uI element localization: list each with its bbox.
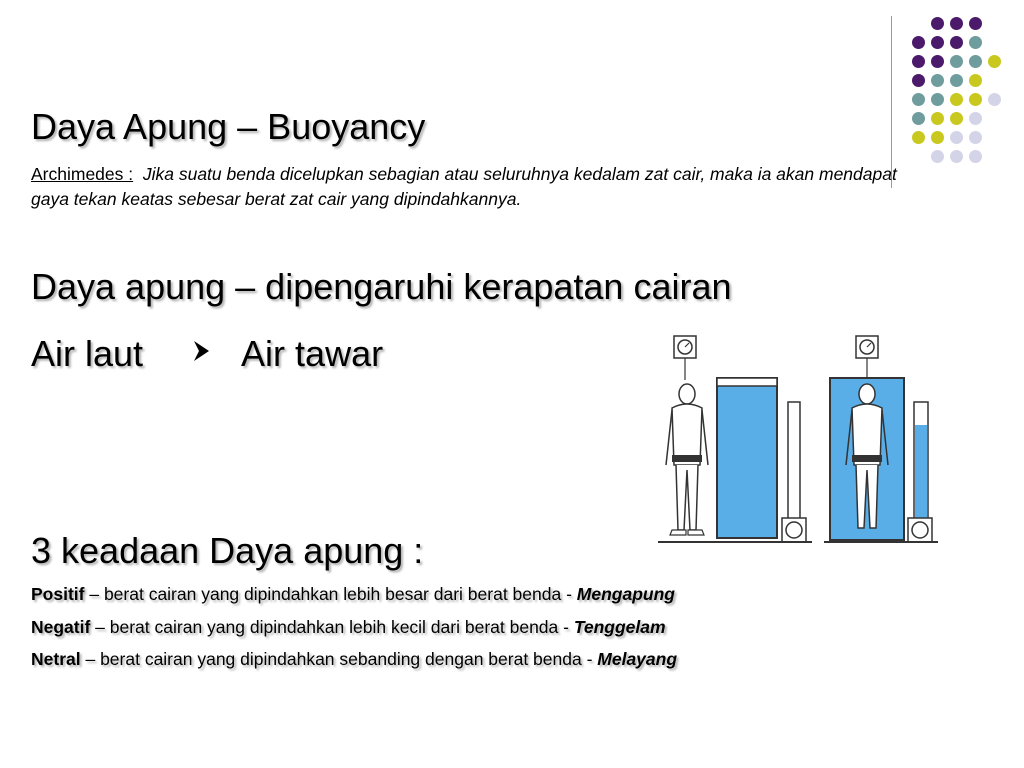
state-term: Negatif bbox=[31, 617, 91, 637]
decorative-dot bbox=[969, 74, 982, 87]
decorative-dot bbox=[931, 17, 944, 30]
decorative-dot bbox=[912, 36, 925, 49]
decorative-dot bbox=[912, 131, 925, 144]
decorative-dot bbox=[950, 17, 963, 30]
diver-tank-illustration bbox=[652, 330, 942, 548]
decorative-dot bbox=[969, 55, 982, 68]
decorative-dot bbox=[950, 55, 963, 68]
decorative-dot bbox=[969, 112, 982, 125]
state-result: Mengapung bbox=[576, 584, 675, 604]
decorative-dot bbox=[988, 55, 1001, 68]
density-subheading: Daya apung – dipengaruhi kerapatan cairan bbox=[31, 266, 732, 307]
fresh-water-label: Air tawar bbox=[241, 333, 384, 374]
decorative-dot bbox=[931, 36, 944, 49]
decorative-dot bbox=[969, 17, 982, 30]
decorative-dot bbox=[950, 150, 963, 163]
slide-title: Daya Apung – Buoyancy bbox=[31, 106, 426, 147]
decorative-dot bbox=[969, 93, 982, 106]
state-term: Positif bbox=[31, 584, 85, 604]
state-result: Melayang bbox=[597, 649, 678, 669]
states-subheading: 3 keadaan Daya apung : bbox=[31, 530, 424, 571]
water-comparison bbox=[31, 333, 383, 375]
right-diver-scene bbox=[824, 336, 938, 542]
sea-water-label: Air laut bbox=[31, 333, 144, 374]
decorative-dot bbox=[931, 74, 944, 87]
decorative-dot bbox=[969, 36, 982, 49]
decorative-dot bbox=[950, 131, 963, 144]
decorative-dot bbox=[912, 112, 925, 125]
decorative-dot bbox=[931, 93, 944, 106]
state-result: Tenggelam bbox=[573, 617, 666, 637]
decorative-dot bbox=[912, 55, 925, 68]
state-negative bbox=[31, 617, 666, 638]
left-diver-scene bbox=[658, 336, 812, 542]
decorative-dot bbox=[969, 131, 982, 144]
decorative-dot bbox=[931, 55, 944, 68]
archimedes-paragraph bbox=[31, 162, 931, 212]
state-neutral bbox=[31, 649, 677, 670]
decorative-dot bbox=[912, 74, 925, 87]
decorative-dot bbox=[969, 150, 982, 163]
chevron-right-icon bbox=[191, 337, 211, 371]
state-desc: – berat cairan yang dipindahkan lebih besar dari berat benda - bbox=[84, 584, 577, 604]
decorative-dot bbox=[950, 112, 963, 125]
decorative-dot bbox=[912, 93, 925, 106]
decorative-dot bbox=[950, 36, 963, 49]
state-desc: – berat cairan yang dipindahkan sebanding dengan berat benda - bbox=[80, 649, 598, 669]
archimedes-text: Jika suatu benda dicelupkan sebagian atau seluruhnya kedalam zat cair, maka ia akan mendapat gaya tekan keatas sebesar berat zat cair yang dipindahkannya. bbox=[31, 164, 897, 209]
state-desc: – berat cairan yang dipindahkan lebih kecil dari berat benda - bbox=[90, 617, 574, 637]
decorative-dot bbox=[931, 131, 944, 144]
decorative-dot bbox=[950, 93, 963, 106]
state-positive bbox=[31, 584, 675, 605]
archimedes-lead: Archimedes : bbox=[31, 164, 134, 184]
decorative-dot bbox=[931, 112, 944, 125]
state-term: Netral bbox=[31, 649, 81, 669]
decorative-dot bbox=[950, 74, 963, 87]
decorative-dot bbox=[931, 150, 944, 163]
decorative-dot bbox=[988, 93, 1001, 106]
